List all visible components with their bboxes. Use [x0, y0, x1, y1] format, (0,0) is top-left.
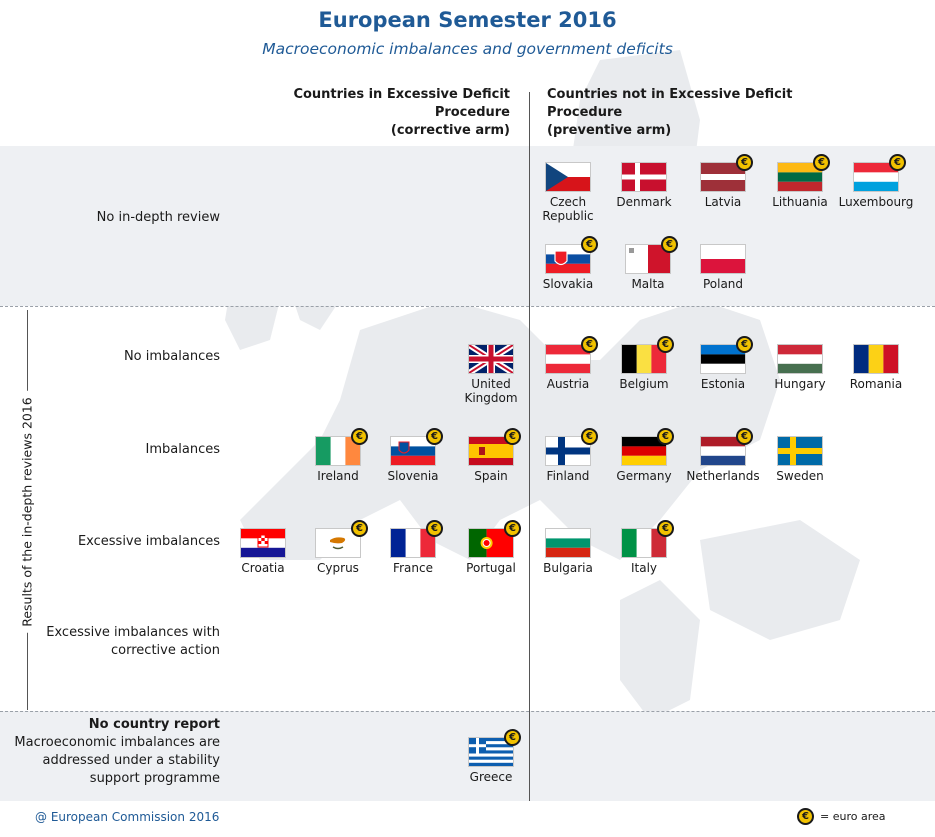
country-name: Austria — [546, 377, 590, 391]
country-name: Greece — [469, 770, 513, 784]
euro-coin-icon: € — [736, 336, 753, 353]
country-name: Italy — [630, 561, 658, 575]
country-ireland — [300, 431, 376, 483]
euro-coin-icon: € — [657, 428, 674, 445]
country-name: Hungary — [774, 377, 826, 391]
country-name: Czech Republic — [542, 195, 594, 223]
edp-header-line1: Countries in Excessive Deficit Procedure — [293, 87, 510, 120]
row-label-corrective: Excessive imbalances with corrective action — [46, 625, 220, 658]
euro-coin-icon: € — [581, 236, 598, 253]
country-name: Denmark — [616, 195, 672, 209]
country-luxembourg — [838, 157, 914, 209]
country-name: Netherlands — [686, 469, 760, 483]
country-bulgaria — [530, 528, 606, 575]
page-title: European Semester 2016 — [318, 8, 617, 32]
country-name: Slovakia — [542, 277, 594, 291]
non-edp-column-header — [547, 86, 867, 140]
page-subtitle: Macroeconomic imbalances and government deficits — [262, 40, 673, 58]
country-germany — [606, 431, 682, 483]
country-lithuania — [762, 157, 838, 209]
euro-coin-icon: € — [736, 154, 753, 171]
croatia-flag-icon — [240, 528, 286, 558]
country-cyprus — [300, 523, 376, 575]
euro-coin-icon: € — [736, 428, 753, 445]
country-hungary — [762, 344, 838, 391]
country-name: Latvia — [704, 195, 742, 209]
denmark-flag-icon — [621, 162, 667, 192]
euro-coin-icon: € — [351, 520, 368, 537]
country-czech — [530, 162, 606, 223]
country-name: Romania — [849, 377, 903, 391]
country-name: Bulgaria — [543, 561, 593, 575]
country-name: Poland — [702, 277, 744, 291]
country-belgium — [606, 339, 682, 391]
euro-coin-icon: € — [504, 729, 521, 746]
country-spain — [453, 431, 529, 483]
country-estonia — [685, 339, 761, 391]
euro-legend-text: = euro area — [820, 810, 886, 823]
country-name: United Kingdom — [464, 377, 518, 405]
country-romania — [838, 344, 914, 391]
country-name: Lithuania — [772, 195, 828, 209]
vertical-axis-label: Results of the in-depth reviews 2016 — [20, 391, 35, 633]
country-malta — [610, 239, 686, 291]
euro-coin-icon: € — [581, 336, 598, 353]
country-name: Estonia — [700, 377, 746, 391]
country-portugal — [453, 523, 529, 575]
country-name: Croatia — [241, 561, 285, 575]
country-denmark — [606, 162, 682, 209]
divider-bottom — [0, 711, 935, 712]
row-label-imbalances: Imbalances — [145, 442, 220, 457]
euro-coin-icon: € — [657, 520, 674, 537]
euro-coin-icon: € — [813, 154, 830, 171]
country-latvia — [685, 157, 761, 209]
row-label-no-imbalances: No imbalances — [123, 349, 220, 364]
czech-flag-icon — [545, 162, 591, 192]
country-name: France — [393, 561, 433, 575]
country-uk — [453, 344, 529, 405]
divider-top — [0, 306, 935, 307]
country-croatia — [225, 528, 301, 575]
country-poland — [685, 244, 761, 291]
country-sweden — [762, 436, 838, 483]
euro-coin-icon: € — [889, 154, 906, 171]
country-name: Belgium — [619, 377, 669, 391]
hungary-flag-icon — [777, 344, 823, 374]
row-label-no-review: No in-depth review — [96, 210, 220, 225]
euro-coin-icon: € — [504, 520, 521, 537]
edp-header-line2: (corrective arm) — [390, 123, 510, 138]
country-name: Spain — [474, 469, 508, 483]
country-name: Portugal — [466, 561, 516, 575]
country-slovakia — [530, 239, 606, 291]
country-name: Finland — [546, 469, 590, 483]
country-italy — [606, 523, 682, 575]
euro-coin-icon: € — [351, 428, 368, 445]
country-netherlands — [685, 431, 761, 483]
sweden-flag-icon — [777, 436, 823, 466]
row-label-no-report: No country report Macroeconomic imbalances are addressed under a stability support programme — [14, 717, 220, 786]
country-name: Slovenia — [387, 469, 439, 483]
country-name: Luxembourg — [838, 195, 914, 209]
country-austria — [530, 339, 606, 391]
country-slovenia — [375, 431, 451, 483]
edp-column-header — [230, 86, 510, 140]
euro-coin-icon: € — [504, 428, 521, 445]
euro-coin-icon: € — [426, 428, 443, 445]
country-name: Sweden — [776, 469, 824, 483]
euro-coin-icon: € — [581, 428, 598, 445]
country-greece — [453, 732, 529, 784]
country-name: Ireland — [317, 469, 359, 483]
country-name: Cyprus — [317, 561, 359, 575]
country-finland — [530, 431, 606, 483]
non-edp-header-line2: (preventive arm) — [547, 123, 672, 138]
bulgaria-flag-icon — [545, 528, 591, 558]
poland-flag-icon — [700, 244, 746, 274]
euro-coin-icon: € — [426, 520, 443, 537]
euro-coin-icon: € — [661, 236, 678, 253]
country-france — [375, 523, 451, 575]
romania-flag-icon — [853, 344, 899, 374]
row-label-excessive: Excessive imbalances — [77, 534, 220, 549]
copyright: @ European Commission 2016 — [35, 810, 220, 824]
country-name: Germany — [616, 469, 672, 483]
uk-flag-icon — [468, 344, 514, 374]
country-name: Malta — [631, 277, 665, 291]
euro-legend — [797, 808, 886, 825]
euro-coin-icon: € — [797, 808, 814, 825]
euro-coin-icon: € — [657, 336, 674, 353]
non-edp-header-line1: Countries not in Excessive Deficit Procedure — [547, 87, 793, 120]
